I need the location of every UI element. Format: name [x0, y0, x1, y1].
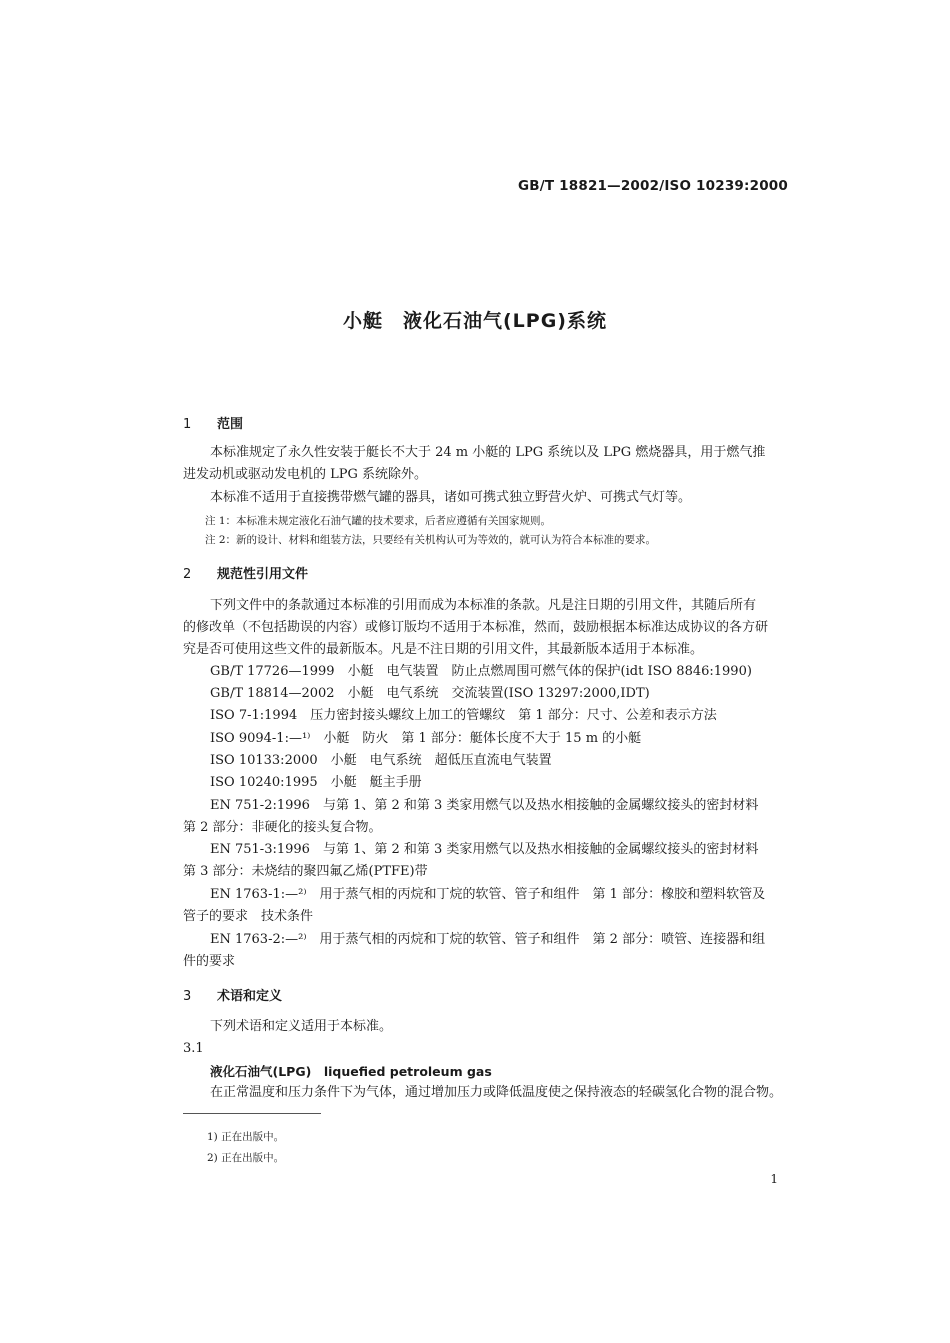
reference-item-continuation: 管子的要求 技术条件: [183, 909, 314, 924]
reference-item: ISO 9094-1:—¹⁾ 小艇 防火 第 1 部分：艇体长度不大于 15 m 的小艇: [210, 731, 642, 746]
section-title: 范围: [217, 417, 244, 432]
term-entry: 液化石油气(LPG) liquefied petroleum gas: [210, 1064, 492, 1079]
paragraph-line: 本标准规定了永久性安装于艇长不大于 24 m 小艇的 LPG 系统以及 LPG 燃烧器具，用于燃气推: [210, 445, 766, 460]
reference-item: GB/T 18814—2002 小艇 电气系统 交流装置(ISO 13297:2000,IDT): [210, 686, 650, 701]
section-number: 1: [183, 417, 192, 432]
document-title: 小艇 液化石油气(LPG)系统: [343, 310, 607, 332]
paragraph-line: 究是否可使用这些文件的最新版本。凡是不注日期的引用文件，其最新版本适用于本标准。: [183, 642, 704, 657]
paragraph-line: 的修改单（不包括勘误的内容）或修订版均不适用于本标准，然而，鼓励根据本标准达成协议的各方研: [183, 620, 769, 635]
clause-number: 3.1: [183, 1041, 204, 1056]
reference-item: ISO 10240:1995 小艇 艇主手册: [210, 775, 422, 790]
section-title: 规范性引用文件: [217, 567, 309, 582]
paragraph-line: 下列文件中的条款通过本标准的引用而成为本标准的条款。凡是注日期的引用文件，其随后所有: [210, 598, 757, 613]
reference-item: ISO 7-1:1994 压力密封接头螺纹上加工的管螺纹 第 1 部分：尺寸、公差和表示方法: [210, 708, 717, 723]
paragraph-line: 进发动机或驱动发电机的 LPG 系统除外。: [183, 467, 428, 482]
reference-item-continuation: 第 3 部分：未烧结的聚四氟乙烯(PTFE)带: [183, 864, 428, 879]
section-2-heading: [183, 563, 308, 582]
footnote: 2) 正在出版中。: [207, 1152, 285, 1164]
section-3-heading: [183, 985, 282, 1004]
reference-item: EN 1763-1:—²⁾ 用于蒸气相的丙烷和丁烷的软管、管子和组件 第 1 部分：橡胶和塑料软管及: [210, 887, 766, 902]
note-2: 注 2：新的设计、材料和组装方法，只要经有关机构认可为等效的，就可认为符合本标准的要求。: [205, 534, 657, 546]
reference-item: ISO 10133:2000 小艇 电气系统 超低压直流电气装置: [210, 753, 552, 768]
note-1: 注 1：本标准未规定液化石油气罐的技术要求，后者应遵循有关国家规则。: [205, 515, 552, 527]
reference-item-continuation: 第 2 部分：非硬化的接头复合物。: [183, 820, 382, 835]
paragraph-line: 下列术语和定义适用于本标准。: [210, 1019, 393, 1034]
footnote: 1) 正在出版中。: [207, 1131, 285, 1143]
footnote-divider: [183, 1113, 321, 1114]
page-number: 1: [770, 1172, 778, 1186]
section-1-heading: [183, 413, 243, 432]
term-definition: 在正常温度和压力条件下为气体，通过增加压力或降低温度使之保持液态的轻碳氢化合物的混合物。: [210, 1085, 783, 1100]
document-code-header: GB/T 18821—2002/ISO 10239:2000: [517, 178, 788, 194]
reference-item: EN 751-2:1996 与第 1、第 2 和第 3 类家用燃气以及热水相接触的金属螺纹接头的密封材料: [210, 798, 759, 813]
section-number: 2: [183, 567, 192, 582]
reference-item: GB/T 17726—1999 小艇 电气装置 防止点燃周围可燃气体的保护(idt ISO 8846:1990): [210, 664, 752, 679]
reference-item-continuation: 件的要求: [183, 954, 236, 969]
reference-item: EN 751-3:1996 与第 1、第 2 和第 3 类家用燃气以及热水相接触的金属螺纹接头的密封材料: [210, 842, 759, 857]
paragraph-line: 本标准不适用于直接携带燃气罐的器具，诸如可携式独立野营火炉、可携式气灯等。: [210, 490, 692, 505]
reference-item: EN 1763-2:—²⁾ 用于蒸气相的丙烷和丁烷的软管、管子和组件 第 2 部分：喷管、连接器和组: [210, 932, 766, 947]
section-number: 3: [183, 989, 192, 1004]
section-title: 术语和定义: [217, 989, 283, 1004]
